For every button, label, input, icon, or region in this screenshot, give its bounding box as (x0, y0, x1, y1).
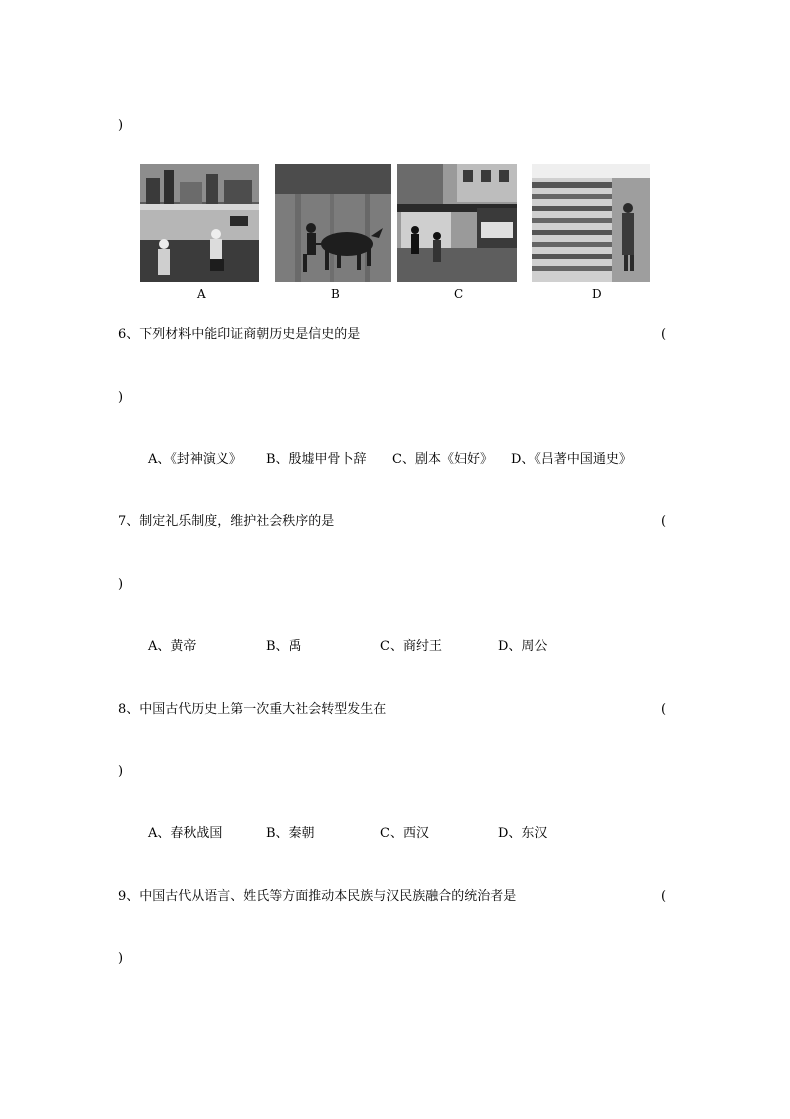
paren-close-prev: ) (118, 118, 124, 133)
image-label-d: D (592, 287, 602, 301)
history-images-figure (136, 161, 655, 302)
question-6-option-d: D、《吕著中国通史》 (511, 452, 632, 467)
image-label-a: A (197, 287, 206, 301)
question-9-paren-open: ( (661, 889, 667, 904)
question-6-stem: 6、下列材料中能印证商朝历史是信史的是 (118, 327, 361, 342)
question-7-stem: 7、制定礼乐制度，维护社会秩序的是 (118, 514, 335, 529)
image-a-medieval-town (140, 164, 259, 282)
question-6-option-a: A、《封神演义》 (148, 452, 242, 467)
question-6-paren-close: ) (118, 390, 124, 405)
question-8-stem: 8、中国古代历史上第一次重大社会转型发生在 (118, 702, 387, 717)
question-8-paren-close: ) (118, 764, 124, 779)
question-8-option-d: D、东汉 (498, 826, 548, 841)
question-7-paren-open: ( (661, 514, 667, 529)
question-7-option-a: A、黄帝 (148, 639, 197, 654)
question-6-paren-open: ( (661, 327, 667, 342)
image-label-c: C (454, 287, 464, 301)
question-8-option-b: B、秦朝 (266, 826, 315, 841)
image-label-b: B (331, 287, 340, 301)
question-8-option-c: C、西汉 (380, 826, 429, 841)
question-6-option-b: B、殷墟甲骨卜辞 (266, 452, 367, 467)
question-7-option-d: D、周公 (498, 639, 548, 654)
image-d-textile-mill (532, 164, 650, 282)
question-8-paren-open: ( (661, 702, 667, 717)
image-c-market-street (397, 164, 517, 282)
question-7-option-c: C、商纣王 (380, 639, 442, 654)
image-b-ox-plowing (275, 164, 391, 282)
question-9-paren-close: ) (118, 951, 124, 966)
question-7-paren-close: ) (118, 577, 124, 592)
question-8-option-a: A、春秋战国 (148, 826, 223, 841)
question-6-option-c: C、剧本《妇好》 (392, 452, 493, 467)
question-9-stem: 9、中国古代从语言、姓氏等方面推动本民族与汉民族融合的统治者是 (118, 889, 517, 904)
question-7-option-b: B、禹 (266, 639, 302, 654)
